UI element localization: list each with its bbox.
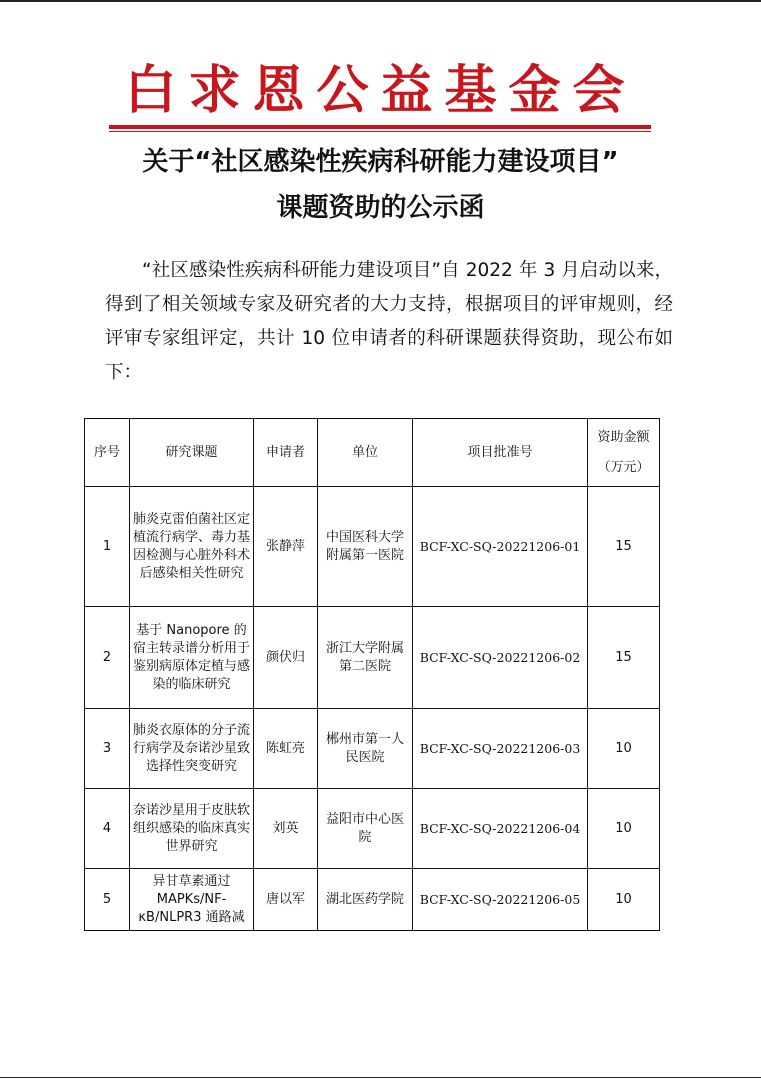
table-row <box>85 869 660 931</box>
row-applicant: 张静萍 <box>254 487 318 607</box>
grants-table <box>84 418 660 931</box>
row-applicant: 刘英 <box>254 789 318 869</box>
row-index: 4 <box>85 789 130 869</box>
row-topic: 肺炎克雷伯菌社区定植流行病学、毒力基因检测与心脏外科术后感染相关性研究 <box>130 487 254 607</box>
letterhead-rule-thin <box>109 131 651 132</box>
row-unit: 浙江大学附属第二医院 <box>318 607 413 709</box>
row-index: 5 <box>85 869 130 931</box>
header-approval-no: 项目批准号 <box>413 419 588 487</box>
intro-paragraph <box>105 254 673 390</box>
row-applicant: 颜伏归 <box>254 607 318 709</box>
table-row <box>85 607 660 709</box>
letterhead-rule-thick <box>109 125 651 129</box>
row-topic: 奈诺沙星用于皮肤软组织感染的临床真实世界研究 <box>130 789 254 869</box>
row-amount: 15 <box>588 607 660 709</box>
row-amount: 10 <box>588 869 660 931</box>
row-approval-no: BCF-XC-SQ-20221206-05 <box>413 869 588 931</box>
row-amount: 10 <box>588 709 660 789</box>
row-approval-no: BCF-XC-SQ-20221206-02 <box>413 607 588 709</box>
header-unit: 单位 <box>318 419 413 487</box>
row-applicant: 唐以军 <box>254 869 318 931</box>
row-topic: 基于 Nanopore 的宿主转录谱分析用于鉴别病原体定植与感染的临床研究 <box>130 607 254 709</box>
row-amount: 10 <box>588 789 660 869</box>
table-row <box>85 487 660 607</box>
header-amount-label: 资助金额 <box>597 429 650 445</box>
row-unit: 湖北医药学院 <box>318 869 413 931</box>
row-approval-no: BCF-XC-SQ-20221206-04 <box>413 789 588 869</box>
header-applicant: 申请者 <box>254 419 318 487</box>
header-amount <box>588 419 660 487</box>
page-bottom-edge <box>0 1077 761 1078</box>
header-index: 序号 <box>85 419 130 487</box>
table-row <box>85 789 660 869</box>
page-top-edge <box>0 0 761 2</box>
org-letterhead: 白求恩公益基金会 <box>124 60 637 121</box>
table-header-row <box>85 419 660 487</box>
row-topic: 肺炎衣原体的分子流行病学及奈诺沙星致选择性突变研究 <box>130 709 254 789</box>
header-topic: 研究课题 <box>130 419 254 487</box>
document-title-line-2: 课题资助的公示函 <box>276 193 485 223</box>
row-topic: 异甘草素通过MAPKs/NF-κB/NLPR3 通路减 <box>130 869 254 931</box>
row-index: 3 <box>85 709 130 789</box>
document-title-line-1: 关于“社区感染性疾病科研能力建设项目” <box>142 147 619 177</box>
row-approval-no: BCF-XC-SQ-20221206-03 <box>413 709 588 789</box>
row-unit: 益阳市中心医院 <box>318 789 413 869</box>
row-applicant: 陈虹亮 <box>254 709 318 789</box>
row-approval-no: BCF-XC-SQ-20221206-01 <box>413 487 588 607</box>
row-index: 1 <box>85 487 130 607</box>
table-row <box>85 709 660 789</box>
intro-text: “社区感染性疾病科研能力建设项目”自 2022 年 3 月启动以来，得到了相关领域专家及研究者的大力支持，根据项目的评审规则，经评审专家组评定，共计 10 位申请者的科研课题获得资助，现公布如下： <box>105 260 673 383</box>
row-index: 2 <box>85 607 130 709</box>
row-amount: 15 <box>588 487 660 607</box>
row-unit: 中国医科大学附属第一医院 <box>318 487 413 607</box>
header-amount-unit: （万元） <box>597 459 650 475</box>
row-unit: 郴州市第一人民医院 <box>318 709 413 789</box>
